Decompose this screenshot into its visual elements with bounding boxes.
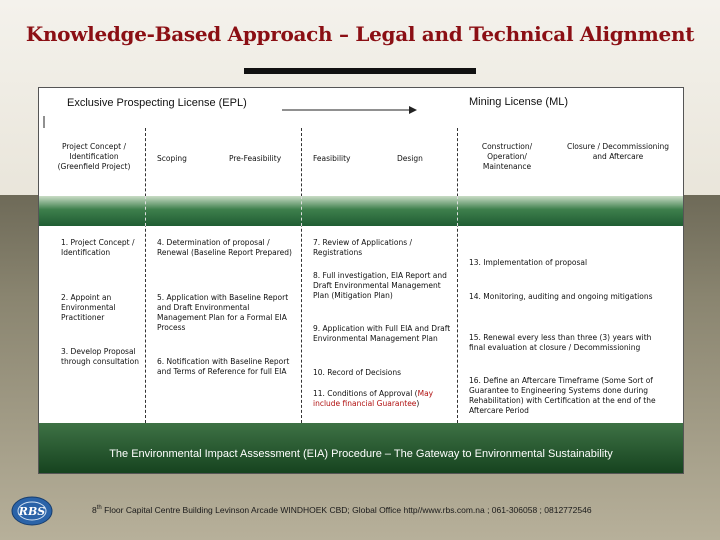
divider-line — [457, 128, 458, 423]
green-gradient-band — [39, 196, 683, 226]
step-9: 9. Application with Full EIA and Draft Environmental Management Plan — [313, 324, 451, 343]
phase-scoping: Scoping — [157, 154, 187, 163]
step-1: 1. Project Concept / Identification — [61, 238, 135, 257]
footer-address — [92, 505, 592, 515]
step-6: 6. Notification with Baseline Report and Terms of Reference for full EIA — [157, 357, 290, 376]
footer-text: Floor Capital Centre Building Levinson Arcade WINDHOEK CBD; Global Office http//www.rbs.com.na ; 061-306058 ; 0812772546 — [101, 505, 592, 515]
phase-concept: Project Concept / Identification (Greenfield Project) — [57, 142, 131, 171]
divider-line — [145, 196, 146, 226]
slide-title: Knowledge-Based Approach – Legal and Technical Alignment — [25, 22, 695, 46]
phase-feasibility: Feasibility — [313, 154, 351, 163]
step-4: 4. Determination of proposal / Renewal (Baseline Report Prepared) — [157, 238, 292, 257]
footer-sup: th — [96, 505, 102, 512]
step-11-close: ) — [416, 399, 420, 408]
step-10: 10. Record of Decisions — [313, 368, 402, 377]
step-13: 13. Implementation of proposal — [469, 258, 588, 267]
divider-line — [301, 128, 302, 423]
step-15: 15. Renewal every less than three (3) years with final evaluation at closure / Decommissioning — [469, 333, 652, 352]
step-2: 2. Appoint an Environmental Practitioner — [61, 293, 116, 322]
divider-line — [145, 128, 146, 423]
divider-line — [457, 196, 458, 226]
step-11-guarantee: May include financial Guarantee — [313, 389, 434, 408]
footer-floor: 8 — [92, 505, 97, 515]
diagram-frame — [38, 87, 684, 474]
phase-prefeasibility: Pre-Feasibility — [229, 154, 282, 163]
step-7: 7. Review of Applications / Registrations — [313, 238, 413, 257]
step-5: 5. Application with Baseline Report and Draft Environmental Management Plan for a Formal EIA Process — [157, 293, 289, 332]
step-16: 16. Define an Aftercare Timeframe (Some Sort of Guarantee to Engineering Systems done during Rehabilitation) with Certification at the end of the Aftercare Period — [469, 376, 656, 415]
step-3: 3. Develop Proposal through consultation — [61, 347, 139, 366]
rbs-logo — [10, 495, 54, 527]
step-8: 8. Full investigation, EIA Report and Draft Environmental Management Plan (Mitigation Plan) — [313, 271, 447, 300]
ml-label: Mining License (ML) — [469, 96, 569, 108]
divider-line — [301, 196, 302, 226]
eia-banner: The Environmental Impact Assessment (EIA) Procedure – The Gateway to Environmental Sustainability — [109, 448, 613, 460]
svg-text:RBS: RBS — [18, 505, 46, 518]
step-11 — [313, 389, 453, 409]
phase-construction: Construction/ Operation/ Maintenance — [481, 142, 533, 171]
title-underline-bar — [244, 68, 476, 74]
phase-design: Design — [397, 154, 423, 163]
phase-closure: Closure / Decommissioning and Aftercare — [566, 142, 670, 161]
step-11-text: 11. Conditions of Approval ( — [313, 389, 418, 398]
step-14: 14. Monitoring, auditing and ongoing mitigations — [469, 292, 653, 301]
epl-label: Exclusive Prospecting License (EPL) — [67, 97, 247, 109]
